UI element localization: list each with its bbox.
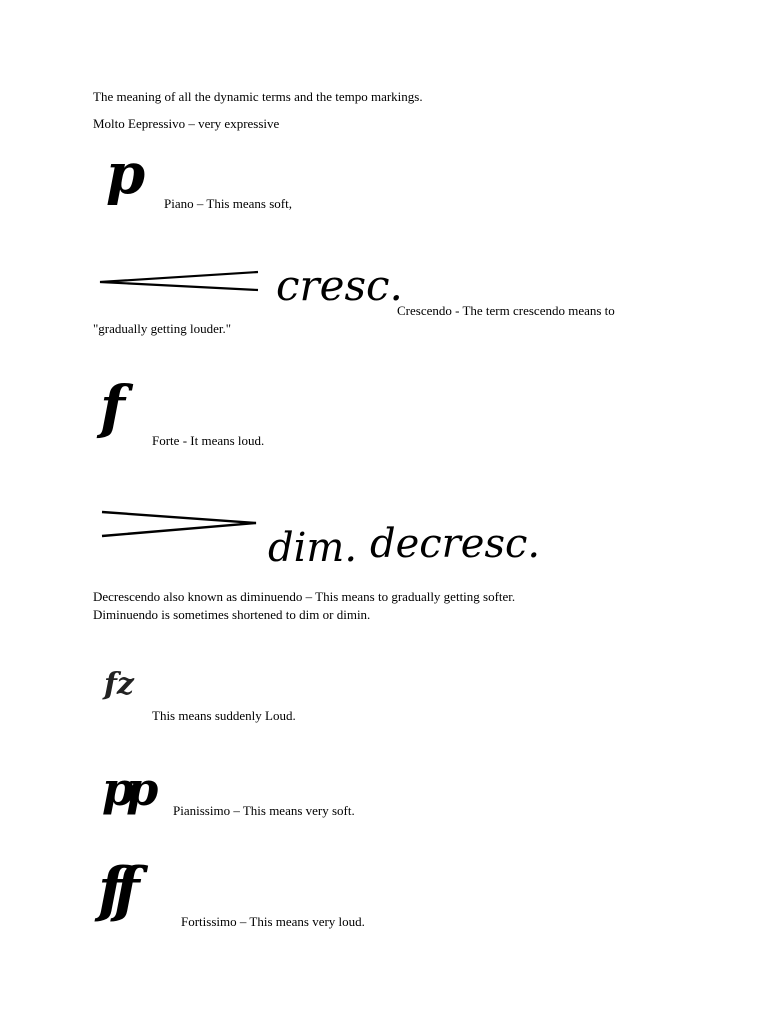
pianissimo-text: Pianissimo – This means very soft.	[173, 803, 355, 818]
decrescendo-text-line2: Diminuendo is sometimes shortened to dim or dimin.	[93, 607, 371, 622]
crescendo-text-line1: Crescendo - The term crescendo means to	[397, 303, 615, 318]
piano-text: Piano – This means soft,	[164, 196, 292, 211]
dim-word: dim.	[268, 525, 358, 571]
decrescendo-text-line1: Decrescendo also known as diminuendo – This means to gradually getting softer.	[93, 589, 516, 604]
piano-symbol: p	[106, 141, 146, 207]
sforzando-symbol: fz	[104, 667, 134, 702]
decrescendo-hairpin-icon	[100, 508, 260, 540]
fortissimo-text: Fortissimo – This means very loud.	[181, 914, 365, 929]
molto-espressivo-text: Molto Eepressivo – very expressive	[93, 116, 280, 131]
fortissimo-symbol: ff	[98, 855, 130, 925]
decresc-word: decresc.	[370, 521, 541, 567]
forte-text: Forte - It means loud.	[152, 433, 265, 448]
pianissimo-symbol: pp	[102, 762, 151, 816]
intro-text: The meaning of all the dynamic terms and the tempo markings.	[93, 89, 423, 104]
sforzando-text: This means suddenly Loud.	[152, 708, 296, 723]
cresc-word: cresc.	[276, 261, 403, 310]
crescendo-hairpin-icon	[98, 268, 260, 294]
forte-symbol: f	[100, 373, 125, 441]
crescendo-text-line2: "gradually getting louder."	[93, 321, 232, 336]
